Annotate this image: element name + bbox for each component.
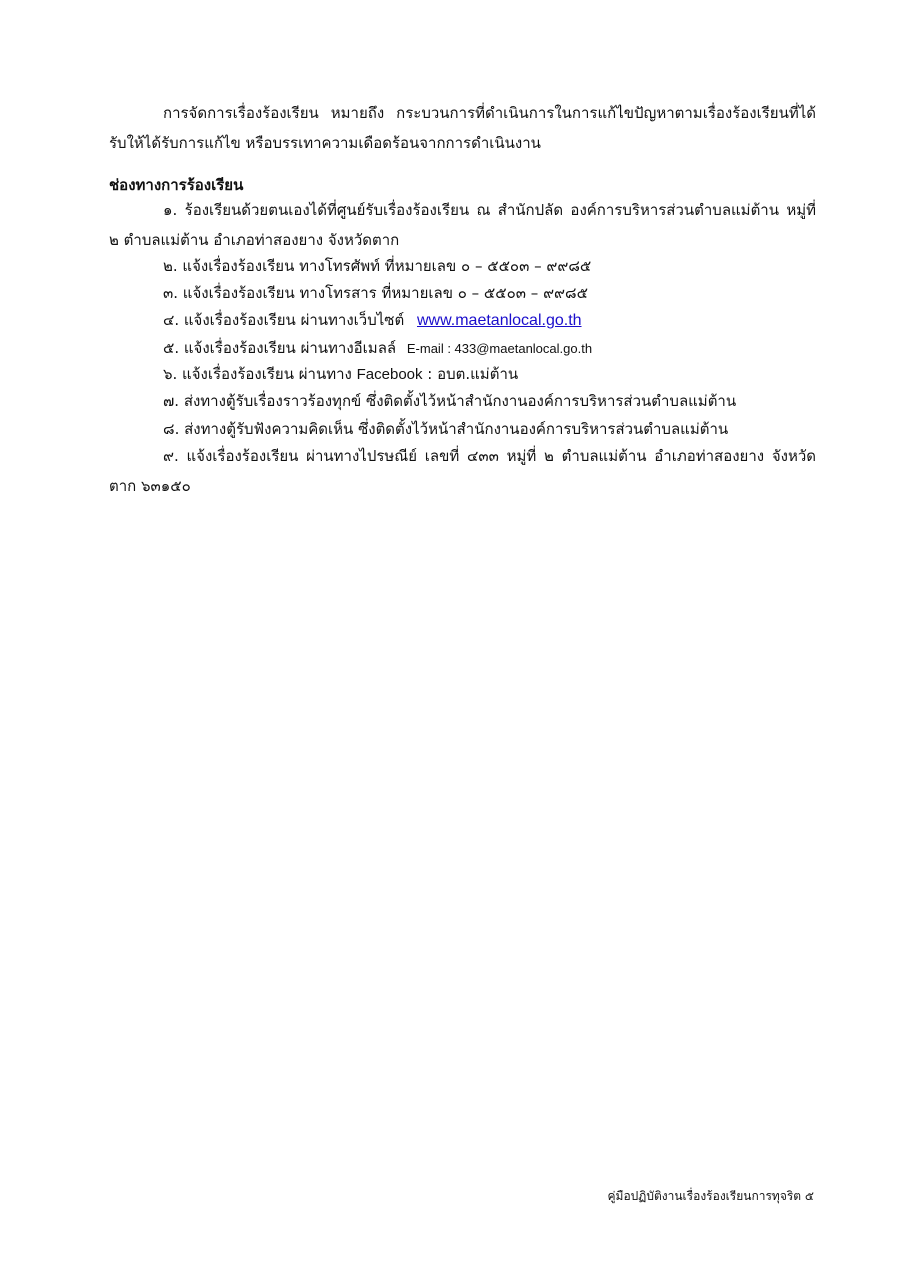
email-address: E-mail : 433@maetanlocal.go.th: [406, 341, 593, 356]
facebook-page-name: : อบต.แม่ต้าน: [427, 365, 519, 383]
website-link[interactable]: www.maetanlocal.go.th: [417, 312, 582, 329]
channel-item-3: ๓. แจ้งเรื่องร้องเรียน ทางโทรสาร ที่หมายเลข ๐ – ๕๕๐๓ – ๙๙๘๕: [163, 284, 588, 302]
channel-item-4-label: ๔. แจ้งเรื่องร้องเรียน ผ่านทางเว็บไซต์: [163, 311, 405, 329]
channel-item-7: ๗. ส่งทางตู้รับเรื่องราวร้องทุกข์ ซึ่งติดตั้งไว้หน้าสำนักงานองค์การบริหารส่วนตำบลแม่ต้าน: [163, 392, 737, 410]
channel-item-8: ๘. ส่งทางตู้รับฟังความคิดเห็น ซึ่งติดตั้งไว้หน้าสำนักงานองค์การบริหารส่วนตำบลแม่ต้าน: [163, 420, 729, 438]
channel-item-2: ๒. แจ้งเรื่องร้องเรียน ทางโทรศัพท์ ที่หมายเลข ๐ – ๕๕๐๓ – ๙๙๘๕: [163, 257, 592, 275]
channels-heading: ช่องทางการร้องเรียน: [109, 176, 244, 194]
page-footer: คู่มือปฏิบัติงานเรื่องร้องเรียนการทุจริต ๕: [607, 1189, 814, 1203]
channel-item-6-label: ๖. แจ้งเรื่องร้องเรียน ผ่านทาง: [163, 365, 352, 383]
intro-paragraph: การจัดการเรื่องร้องเรียน หมายถึง กระบวนการที่ดำเนินการในการแก้ไขปัญหาตามเรื่องร้องเรียนที่ได้รับให้ได้รับการแก้ไข หรือบรรเทาความเดือดร้อนจากการดำเนินงาน: [109, 104, 816, 152]
channel-item-5-label: ๕. แจ้งเรื่องร้องเรียน ผ่านทางอีเมลล์: [163, 339, 397, 357]
channel-item-4: [163, 305, 582, 336]
channel-item-9: ๙. แจ้งเรื่องร้องเรียน ผ่านทางไปรษณีย์ เลขที่ ๔๓๓ หมู่ที่ ๒ ตำบลแม่ต้าน อำเภอท่าสองยาง จังหวัดตาก ๖๓๑๕๐: [109, 447, 816, 495]
channel-item-1: ๑. ร้องเรียนด้วยตนเองได้ที่ศูนย์รับเรื่องร้องเรียน ณ สำนักปลัด องค์การบริหารส่วนตำบลแม่ต้าน หมู่ที่ ๒ ตำบลแม่ต้าน อำเภอท่าสองยาง จังหวัดตาก: [109, 201, 816, 249]
facebook-label: Facebook: [356, 366, 423, 383]
